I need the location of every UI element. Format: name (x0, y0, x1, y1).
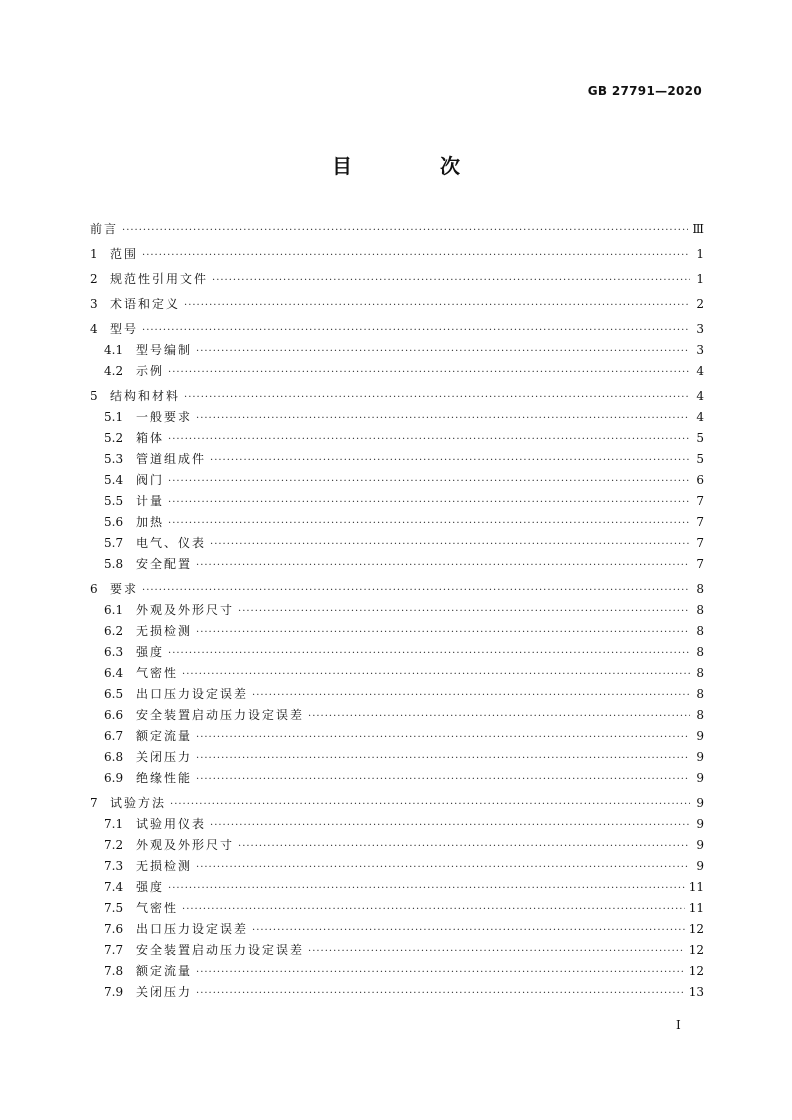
toc-leader-dots (308, 946, 685, 957)
toc-entry-page: 12 (688, 922, 704, 936)
toc-entry-label: 箱体 (136, 431, 165, 445)
toc-entry[interactable] (90, 748, 704, 769)
toc-leader-dots (252, 925, 685, 936)
toc-leader-dots (196, 732, 690, 743)
toc-entry-label: 型号 (110, 322, 139, 336)
toc-entry-label: 安全装置启动压力设定误差 (136, 708, 305, 722)
toc-entry-label: 外观及外形尺寸 (136, 603, 235, 617)
toc-entry-page: 5 (696, 452, 704, 466)
toc-entry-page: 1 (696, 272, 704, 286)
toc-leader-dots (184, 392, 690, 403)
toc-entry-number: 7.1 (104, 817, 124, 831)
toc-entry-page: 9 (696, 859, 704, 873)
toc-leader-dots (142, 585, 690, 596)
toc-entry-label: 关闭压力 (136, 750, 193, 764)
toc-entry[interactable] (90, 450, 704, 471)
toc-entry-number: 5.1 (104, 410, 124, 424)
toc-entry[interactable] (90, 270, 704, 291)
toc-entry-page: 8 (696, 687, 704, 701)
toc-leader-dots (196, 967, 685, 978)
toc-entry[interactable] (90, 983, 704, 1004)
toc-entry-label: 气密性 (136, 901, 179, 915)
toc-leader-dots (210, 820, 690, 831)
toc-entry-page: 12 (688, 943, 704, 957)
toc-entry-label: 示例 (136, 364, 165, 378)
toc-entry[interactable] (90, 555, 704, 576)
toc-entry[interactable] (90, 513, 704, 534)
toc-entry-label: 额定流量 (136, 729, 193, 743)
toc-entry[interactable] (90, 601, 704, 622)
toc-entry-page: 8 (696, 645, 704, 659)
toc-entry-number: 4.1 (104, 343, 124, 357)
toc-entry-page: 8 (696, 666, 704, 680)
toc-entry[interactable] (90, 685, 704, 706)
toc-entry-number: 6.1 (104, 603, 124, 617)
toc-leader-dots (122, 225, 688, 236)
toc-entry[interactable] (90, 899, 704, 920)
toc-leader-dots (238, 841, 690, 852)
toc-entry-number: 6.6 (104, 708, 124, 722)
toc-leader-dots (196, 862, 690, 873)
toc-entry[interactable] (90, 220, 704, 241)
toc-entry-page: 2 (696, 297, 704, 311)
toc-entry[interactable] (90, 362, 704, 383)
toc-entry-number: 7.6 (104, 922, 124, 936)
toc-entry-page: 6 (696, 473, 704, 487)
toc-entry-label: 型号编制 (136, 343, 193, 357)
toc-leader-dots (196, 753, 690, 764)
toc-entry-label: 安全配置 (136, 557, 193, 571)
toc-entry-label: 结构和材料 (110, 389, 181, 403)
toc-leader-dots (308, 711, 690, 722)
toc-entry-page: 4 (696, 389, 704, 403)
toc-entry-label: 绝缘性能 (136, 771, 193, 785)
toc-entry-label: 阀门 (136, 473, 165, 487)
toc-entry-number: 7.7 (104, 943, 124, 957)
toc-entry-number: 3 (90, 297, 98, 311)
toc-entry-label: 出口压力设定误差 (136, 922, 249, 936)
toc-leader-dots (196, 627, 690, 638)
toc-entry[interactable] (90, 643, 704, 664)
toc-entry-number: 5.7 (104, 536, 124, 550)
toc-entry-page: 4 (696, 364, 704, 378)
toc-entry-number: 6.3 (104, 645, 124, 659)
toc-entry[interactable] (90, 387, 704, 408)
toc-entry[interactable] (90, 664, 704, 685)
toc-entry-page: 7 (696, 536, 704, 550)
toc-leader-dots (170, 799, 690, 810)
toc-leader-dots (168, 648, 690, 659)
toc-entry-label: 无损检测 (136, 624, 193, 638)
toc-entry[interactable] (90, 706, 704, 727)
toc-entry-number: 5.8 (104, 557, 124, 571)
standard-number: GB 27791—2020 (587, 84, 702, 98)
toc-leader-dots (168, 883, 685, 894)
toc-entry-page: 3 (696, 322, 704, 336)
toc-entry-page: 4 (696, 410, 704, 424)
toc-leader-dots (196, 413, 690, 424)
toc-entry-number: 4.2 (104, 364, 124, 378)
toc-entry-number: 7 (90, 796, 98, 810)
toc-entry[interactable] (90, 794, 704, 815)
toc-entry-label: 范围 (110, 247, 139, 261)
toc-entry-label: 前言 (90, 222, 119, 236)
toc-entry-number: 2 (90, 272, 98, 286)
toc-entry[interactable] (90, 836, 704, 857)
toc-entry-page: 8 (696, 624, 704, 638)
toc-entry-label: 要求 (110, 582, 139, 596)
footer-page-number: I (676, 1018, 681, 1032)
toc-entry-number: 6.7 (104, 729, 124, 743)
toc-entry[interactable] (90, 962, 704, 983)
toc-entry-label: 试验用仪表 (136, 817, 207, 831)
toc-entry-label: 一般要求 (136, 410, 193, 424)
toc-leader-dots (196, 988, 685, 999)
toc-entry[interactable] (90, 492, 704, 513)
toc-entry-number: 7.5 (104, 901, 124, 915)
toc-entry[interactable] (90, 941, 704, 962)
toc-entry-label: 额定流量 (136, 964, 193, 978)
toc-entry-number: 7.2 (104, 838, 124, 852)
toc-entry[interactable] (90, 471, 704, 492)
toc-leader-dots (210, 455, 690, 466)
toc-entry-number: 1 (90, 247, 98, 261)
toc-entry[interactable] (90, 341, 704, 362)
toc-entry-number: 5.5 (104, 494, 124, 508)
toc-entry[interactable] (90, 320, 704, 341)
toc-entry-label: 强度 (136, 645, 165, 659)
toc-entry-page: 8 (696, 582, 704, 596)
toc-entry-page: 3 (696, 343, 704, 357)
toc-entry-page: 9 (696, 771, 704, 785)
toc-entry[interactable] (90, 815, 704, 836)
table-of-contents (90, 220, 704, 1004)
toc-leader-dots (142, 250, 690, 261)
toc-entry-label: 关闭压力 (136, 985, 193, 999)
toc-entry-number: 5.3 (104, 452, 124, 466)
toc-entry-page: 8 (696, 708, 704, 722)
toc-entry-page: 7 (696, 557, 704, 571)
toc-leader-dots (196, 774, 690, 785)
toc-leader-dots (212, 275, 690, 286)
toc-entry-label: 强度 (136, 880, 165, 894)
toc-entry-number: 5.6 (104, 515, 124, 529)
toc-entry-page: 11 (688, 880, 704, 894)
toc-leader-dots (168, 497, 690, 508)
toc-entry-number: 6.8 (104, 750, 124, 764)
toc-entry-label: 气密性 (136, 666, 179, 680)
toc-entry-label: 管道组成件 (136, 452, 207, 466)
toc-entry-number: 6.4 (104, 666, 124, 680)
toc-entry[interactable] (90, 429, 704, 450)
toc-entry-label: 出口压力设定误差 (136, 687, 249, 701)
toc-entry-label: 加热 (136, 515, 165, 529)
toc-entry-page: Ⅲ (692, 222, 704, 236)
toc-leader-dots (196, 560, 690, 571)
toc-entry-label: 术语和定义 (110, 297, 181, 311)
toc-entry-page: 1 (696, 247, 704, 261)
toc-entry-page: 7 (696, 494, 704, 508)
toc-entry-label: 规范性引用文件 (110, 272, 209, 286)
toc-entry-page: 12 (688, 964, 704, 978)
toc-entry-page: 7 (696, 515, 704, 529)
toc-entry-page: 11 (688, 901, 704, 915)
toc-entry-number: 6.2 (104, 624, 124, 638)
toc-entry-number: 4 (90, 322, 98, 336)
toc-entry-label: 无损检测 (136, 859, 193, 873)
page-title: 目 次 (332, 154, 494, 178)
toc-entry-number: 6.9 (104, 771, 124, 785)
toc-entry[interactable] (90, 857, 704, 878)
toc-entry[interactable] (90, 534, 704, 555)
toc-leader-dots (252, 690, 690, 701)
toc-entry-label: 外观及外形尺寸 (136, 838, 235, 852)
toc-entry-number: 6 (90, 582, 98, 596)
toc-entry-number: 5.4 (104, 473, 124, 487)
toc-entry-page: 9 (696, 750, 704, 764)
toc-leader-dots (168, 518, 690, 529)
toc-entry-number: 7.9 (104, 985, 124, 999)
toc-leader-dots (238, 606, 690, 617)
toc-entry-page: 9 (696, 796, 704, 810)
toc-entry-page: 8 (696, 603, 704, 617)
toc-entry-page: 9 (696, 838, 704, 852)
toc-entry[interactable] (90, 878, 704, 899)
toc-entry-page: 13 (688, 985, 704, 999)
toc-entry-number: 7.3 (104, 859, 124, 873)
toc-entry-number: 5.2 (104, 431, 124, 445)
toc-leader-dots (210, 539, 690, 550)
toc-entry-number: 7.8 (104, 964, 124, 978)
toc-leader-dots (182, 904, 685, 915)
toc-entry-page: 5 (696, 431, 704, 445)
toc-leader-dots (142, 325, 690, 336)
toc-entry-number: 5 (90, 389, 98, 403)
toc-leader-dots (182, 669, 690, 680)
toc-entry[interactable] (90, 408, 704, 429)
toc-leader-dots (168, 434, 690, 445)
toc-leader-dots (196, 346, 690, 357)
toc-entry[interactable] (90, 727, 704, 748)
toc-entry[interactable] (90, 769, 704, 790)
toc-leader-dots (168, 476, 690, 487)
toc-entry[interactable] (90, 245, 704, 266)
toc-leader-dots (168, 367, 690, 378)
toc-entry-page: 9 (696, 817, 704, 831)
toc-entry-page: 9 (696, 729, 704, 743)
toc-leader-dots (184, 300, 690, 311)
toc-entry-label: 试验方法 (110, 796, 167, 810)
toc-entry-label: 计量 (136, 494, 165, 508)
toc-entry-number: 7.4 (104, 880, 124, 894)
toc-entry[interactable] (90, 580, 704, 601)
toc-entry-label: 安全装置启动压力设定误差 (136, 943, 305, 957)
toc-entry-label: 电气、仪表 (136, 536, 207, 550)
toc-entry-number: 6.5 (104, 687, 124, 701)
toc-entry[interactable] (90, 622, 704, 643)
toc-entry[interactable] (90, 295, 704, 316)
toc-entry[interactable] (90, 920, 704, 941)
